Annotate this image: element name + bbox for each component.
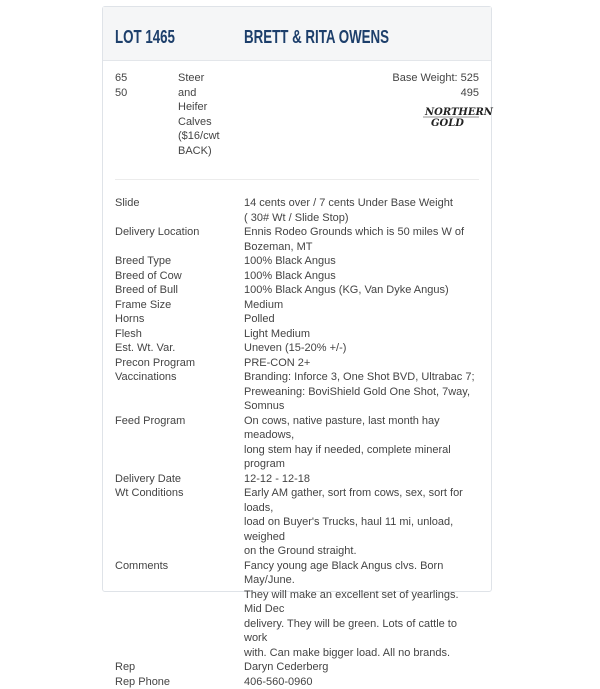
description-line: Heifer: [178, 100, 232, 115]
detail-value-line: Early AM gather, sort from cows, sex, sort for loads,: [244, 486, 479, 515]
detail-value-line: 406-560-0960: [244, 675, 479, 689]
detail-value-line: 14 cents over / 7 cents Under Base Weight: [244, 196, 479, 211]
section-divider: [115, 179, 479, 180]
detail-value-line: Branding: Inforce 3, One Shot BVD, Ultrabac 7;: [244, 370, 479, 385]
detail-value: [244, 675, 479, 689]
detail-value: [244, 486, 479, 559]
detail-label: Breed of Bull: [115, 283, 244, 298]
detail-value-line: Fancy young age Black Angus clvs. Born May/June.: [244, 559, 479, 588]
detail-value-line: ( 30# Wt / Slide Stop): [244, 211, 479, 226]
description-line: Steer: [178, 71, 232, 86]
detail-value-line: Preweaning: BoviShield Gold One Shot, 7way,: [244, 385, 479, 400]
detail-row: [115, 675, 479, 689]
detail-label: Est. Wt. Var.: [115, 341, 244, 356]
detail-row: [115, 269, 479, 284]
detail-value-line: long stem hay if needed, complete mineral program: [244, 443, 479, 472]
detail-label: Delivery Date: [115, 472, 244, 487]
lot-header: [103, 7, 491, 61]
detail-row: [115, 225, 479, 254]
detail-row: [115, 472, 479, 487]
description-line: and: [178, 86, 232, 101]
detail-row: [115, 196, 479, 225]
detail-value-line: 12-12 - 12-18: [244, 472, 479, 487]
detail-row: [115, 298, 479, 313]
detail-value: [244, 414, 479, 472]
detail-row: [115, 356, 479, 371]
description-line: BACK): [178, 144, 232, 159]
detail-value: [244, 269, 479, 284]
seller-name: BRETT & RITA OWENS: [244, 27, 389, 48]
detail-value-line: Bozeman, MT: [244, 240, 479, 255]
detail-value: [244, 341, 479, 356]
detail-row: [115, 283, 479, 298]
detail-value: [244, 327, 479, 342]
detail-value: [244, 298, 479, 313]
detail-row: [115, 414, 479, 472]
head-count: 65: [115, 71, 127, 86]
detail-value: [244, 254, 479, 269]
head-count: 50: [115, 86, 127, 101]
detail-label: Rep Phone: [115, 675, 244, 689]
detail-value-line: Somnus: [244, 399, 479, 414]
description-line: Calves: [178, 115, 232, 130]
lot-number: LOT 1465: [115, 27, 175, 48]
description-line: ($16/cwt: [178, 129, 232, 144]
detail-value: [244, 660, 479, 675]
base-weights: [392, 71, 479, 100]
detail-value-line: Uneven (15-20% +/-): [244, 341, 479, 356]
detail-row: [115, 341, 479, 356]
detail-value-line: Ennis Rodeo Grounds which is 50 miles W of: [244, 225, 479, 240]
detail-label: Slide: [115, 196, 244, 225]
detail-value: [244, 225, 479, 254]
cattle-description: [178, 71, 232, 159]
detail-row: [115, 327, 479, 342]
detail-value-line: 100% Black Angus: [244, 254, 479, 269]
detail-value: [244, 283, 479, 298]
detail-value: [244, 356, 479, 371]
lot-card: [102, 6, 492, 592]
detail-label: Frame Size: [115, 298, 244, 313]
logo-line1: NORTHERN: [424, 107, 494, 118]
detail-value-line: On cows, native pasture, last month hay meadows,: [244, 414, 479, 443]
detail-label: Wt Conditions: [115, 486, 244, 559]
detail-value-line: Medium: [244, 298, 479, 313]
detail-value-line: 100% Black Angus (KG, Van Dyke Angus): [244, 283, 479, 298]
detail-label: Delivery Location: [115, 225, 244, 254]
detail-row: [115, 370, 479, 414]
detail-row: [115, 486, 479, 559]
detail-label: Breed Type: [115, 254, 244, 269]
detail-value: [244, 312, 479, 327]
head-counts: [115, 71, 127, 100]
detail-row: [115, 312, 479, 327]
detail-value-line: on the Ground straight.: [244, 544, 479, 559]
detail-value-line: PRE-CON 2+: [244, 356, 479, 371]
detail-value: [244, 370, 479, 414]
detail-value-line: 100% Black Angus: [244, 269, 479, 284]
detail-row: [115, 254, 479, 269]
base-weight-second: 495: [392, 86, 479, 101]
detail-value: [244, 196, 479, 225]
detail-value-line: delivery. They will be green. Lots of cattle to work: [244, 617, 479, 646]
detail-value-line: Polled: [244, 312, 479, 327]
detail-row: [115, 660, 479, 675]
lot-summary: [103, 71, 491, 171]
detail-label: Rep: [115, 660, 244, 675]
detail-label: Horns: [115, 312, 244, 327]
detail-value-line: load on Buyer's Trucks, haul 11 mi, unload, weighed: [244, 515, 479, 544]
northern-gold-logo-icon: [423, 105, 479, 129]
detail-label: Precon Program: [115, 356, 244, 371]
detail-value: [244, 559, 479, 661]
detail-label: Flesh: [115, 327, 244, 342]
detail-value-line: They will make an excellent set of yearlings. Mid Dec: [244, 588, 479, 617]
detail-label: Breed of Cow: [115, 269, 244, 284]
detail-value-line: Light Medium: [244, 327, 479, 342]
lot-details: [115, 196, 479, 689]
detail-value-line: with. Can make bigger load. All no brands.: [244, 646, 479, 661]
logo-line2: GOLD: [431, 118, 464, 129]
detail-label: Vaccinations: [115, 370, 244, 414]
detail-row: [115, 559, 479, 661]
detail-label: Feed Program: [115, 414, 244, 472]
detail-value: [244, 472, 479, 487]
base-weight: Base Weight: 525: [392, 71, 479, 86]
detail-label: Comments: [115, 559, 244, 661]
detail-value-line: Daryn Cederberg: [244, 660, 479, 675]
